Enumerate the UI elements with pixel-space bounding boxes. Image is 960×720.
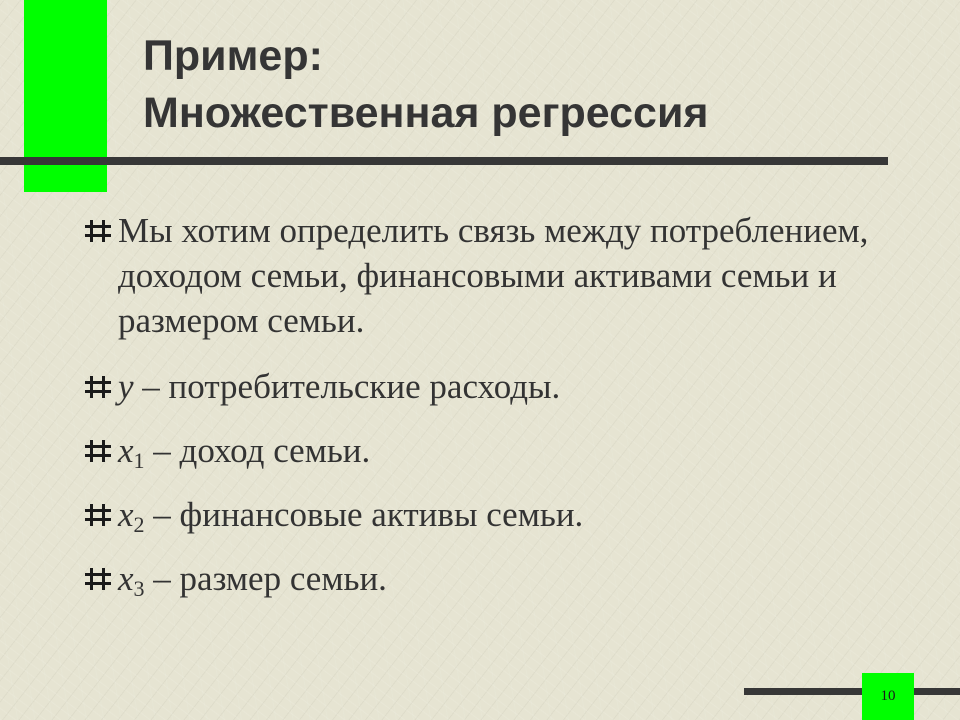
bullet-text: Мы хотим определить связь между потреблением, доходом семьи, финансовыми активами семьи и размером семьи. [118, 211, 869, 340]
variable-symbol: y [118, 367, 134, 406]
bullet-item [85, 364, 905, 409]
bullet-item [85, 492, 905, 537]
title-divider [0, 157, 888, 165]
bullet-list [85, 208, 905, 620]
hash-bullet-icon [85, 220, 111, 242]
variable-symbol: x [118, 431, 134, 470]
variable-symbol: x [118, 559, 134, 598]
bullet-item [85, 208, 905, 343]
page-number: 10 [862, 673, 914, 720]
bullet-item [85, 428, 905, 473]
variable-subscript: 2 [133, 512, 145, 537]
variable-subscript: 3 [133, 576, 145, 601]
bullet-text: – финансовые активы семьи. [144, 495, 584, 534]
bullet-text: – доход семьи. [144, 431, 371, 470]
variable-symbol: x [118, 495, 134, 534]
hash-bullet-icon [85, 568, 111, 590]
bullet-text: – размер семьи. [144, 559, 387, 598]
variable-subscript: 1 [133, 448, 145, 473]
title-line-1: Пример: [143, 32, 323, 80]
hash-bullet-icon [85, 440, 111, 462]
footer-divider-right [914, 688, 960, 695]
bullet-text: – потребительские расходы. [133, 367, 561, 406]
footer-divider-left [744, 688, 862, 695]
slide-title [143, 28, 708, 142]
hash-bullet-icon [85, 504, 111, 526]
title-line-2: Множественная регрессия [143, 89, 709, 137]
bullet-item [85, 556, 905, 601]
hash-bullet-icon [85, 376, 111, 398]
